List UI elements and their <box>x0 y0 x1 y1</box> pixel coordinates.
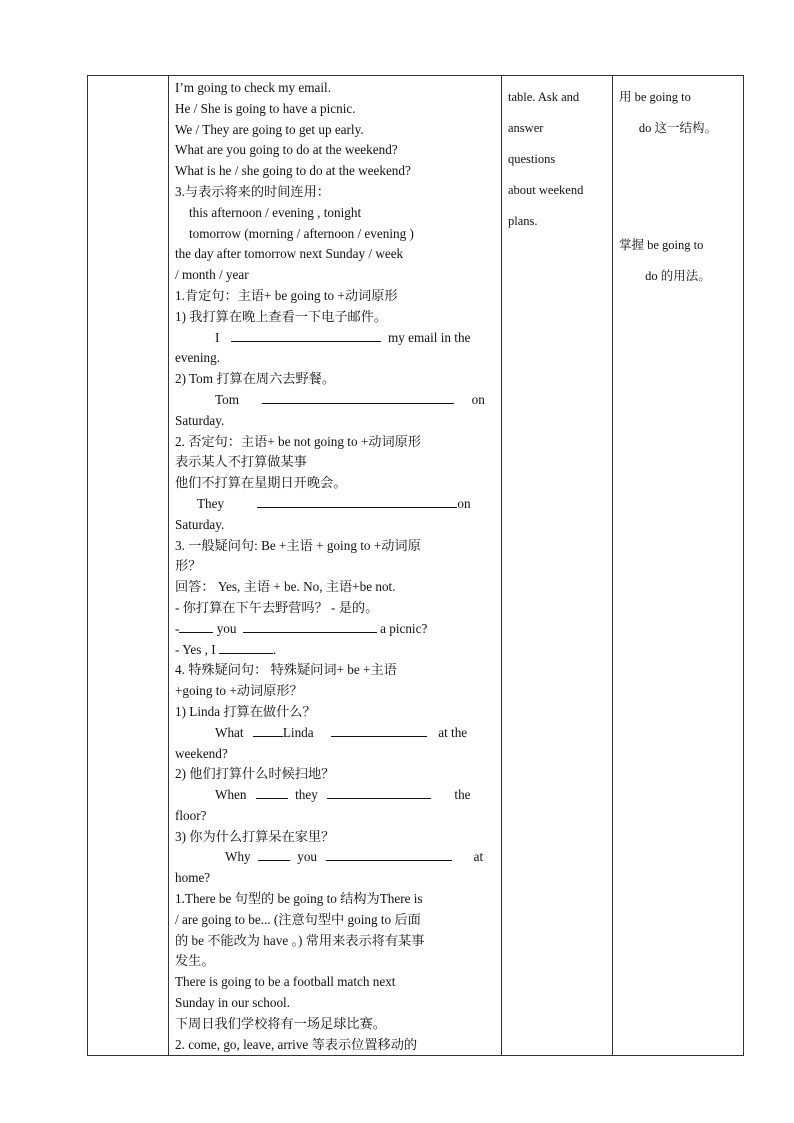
text-line: We / They are going to get up early. <box>175 121 364 137</box>
text-line: 2) 他们打算什么时候扫地？ <box>175 766 335 782</box>
text-line: 1) Linda 打算在做什么？ <box>175 703 316 719</box>
text-line: 1.There be 句型的 be going to 结构为There is <box>175 891 423 907</box>
word: my email in the <box>388 329 471 345</box>
stage-cell <box>88 76 169 1056</box>
text-line: / month / year <box>175 267 249 283</box>
answer-blank <box>258 848 290 861</box>
text-line: 回答： Yes, 主语 + be. No, 主语+be not. <box>175 579 396 595</box>
goal-cell <box>613 76 744 1056</box>
activity-cell <box>502 76 613 1056</box>
answer-blank <box>326 848 452 861</box>
answer-blank <box>257 495 457 508</box>
text-line: I’m going to check my email. <box>175 80 332 95</box>
fill-line <box>175 619 495 640</box>
fill-line <box>175 328 495 349</box>
activity-line: table. Ask and <box>508 90 580 104</box>
fill-line <box>175 723 495 744</box>
text-line: evening. <box>175 350 221 366</box>
word: you <box>216 620 237 636</box>
goal-line: do 的用法。 <box>645 269 711 283</box>
fill-line <box>175 640 495 661</box>
answer-blank <box>231 329 381 342</box>
text-line: 发生。 <box>175 953 215 969</box>
text-line: He / She is going to have a picnic. <box>175 100 356 116</box>
answer-blank <box>327 786 431 799</box>
text-line: the day after tomorrow next Sunday / week <box>175 246 404 262</box>
answer-blank <box>331 724 427 737</box>
text-line: 2. 否定句：主语+ be not going to +动词原形 <box>175 433 422 449</box>
answer-blank <box>253 724 283 737</box>
goal-line: 掌握 be going to <box>619 238 704 252</box>
word: at the <box>438 724 468 740</box>
text-line: home? <box>175 870 211 886</box>
word: . <box>272 641 277 657</box>
word: you <box>297 849 318 865</box>
text-line: Saturday. <box>175 516 225 532</box>
text-line: 下周日我们学校将有一场足球比赛。 <box>175 1015 386 1031</box>
text-line: +going to +动词原形？ <box>175 683 303 699</box>
text-line: What are you going to do at the weekend? <box>175 142 398 158</box>
text-line: 他们不打算在星期日开晚会。 <box>175 475 347 491</box>
answer-blank <box>219 641 273 654</box>
text-line: 1) 我打算在晚上查看一下电子邮件。 <box>175 308 388 324</box>
goal-line: 用 be going to <box>619 90 691 104</box>
text-line: this afternoon / evening , tonight <box>189 204 362 220</box>
answer-blank <box>179 620 213 633</box>
word: on <box>457 495 471 511</box>
text-line: floor? <box>175 807 207 823</box>
text-line: 4. 特殊疑问句： 特殊疑问词+ be +主语 <box>175 662 397 678</box>
text-line: What is he / she going to do at the weekend? <box>175 163 411 179</box>
text-line: 3. 一般疑问句: Be +主语 + going to +动词原 <box>175 537 421 553</box>
goal-line: do 这一结构。 <box>638 121 718 135</box>
text-line: - 你打算在下午去野营吗？ - 是的。 <box>175 599 379 615</box>
text-line: 3.与表示将来的时间连用： <box>175 183 330 199</box>
lesson-plan-table <box>87 75 744 1056</box>
text-line: 2) Tom 打算在周六去野餐。 <box>175 371 336 387</box>
text-line: 1.肯定句：主语+ be going to +动词原形 <box>175 287 398 303</box>
text-line: weekend? <box>175 745 228 761</box>
text-line: 形？ <box>175 558 202 574</box>
word: - <box>175 620 180 636</box>
answer-blank <box>243 620 377 633</box>
word: the <box>454 787 471 803</box>
word: Tom <box>215 391 239 407</box>
word: a picnic? <box>380 620 428 636</box>
word: Linda <box>282 724 314 740</box>
text-line: Saturday. <box>175 412 225 428</box>
text-line: There is going to be a football match next <box>175 974 396 990</box>
word: they <box>295 787 318 803</box>
fill-line <box>175 390 495 411</box>
activity-line: answer <box>508 121 544 135</box>
word: Why <box>225 849 251 865</box>
word: They <box>197 495 225 511</box>
word: I <box>215 329 220 345</box>
text-line: Sunday in our school. <box>175 995 291 1011</box>
text-line: tomorrow (morning / afternoon / evening ) <box>189 225 414 241</box>
word: - Yes , I <box>175 641 216 657</box>
fill-line <box>175 847 495 868</box>
fill-line <box>175 785 495 806</box>
fill-line <box>175 494 495 515</box>
word: When <box>215 787 247 803</box>
word: What <box>215 724 244 740</box>
text-line: / are going to be... (注意句型中 going to 后面 <box>175 911 421 927</box>
text-line: 2. come, go, leave, arrive 等表示位置移动的 <box>175 1036 418 1052</box>
content-cell <box>169 76 502 1056</box>
answer-blank <box>262 391 454 404</box>
answer-blank <box>256 786 288 799</box>
activity-line: about weekend <box>508 183 584 197</box>
word: at <box>473 849 484 865</box>
activity-line: questions <box>508 152 556 166</box>
word: on <box>471 391 485 407</box>
text-line: 的 be 不能改为 have 。) 常用来表示将有某事 <box>175 932 425 948</box>
text-line: 表示某人不打算做某事 <box>175 454 307 470</box>
activity-line: plans. <box>508 214 538 228</box>
text-line: 3) 你为什么打算呆在家里？ <box>175 828 335 844</box>
